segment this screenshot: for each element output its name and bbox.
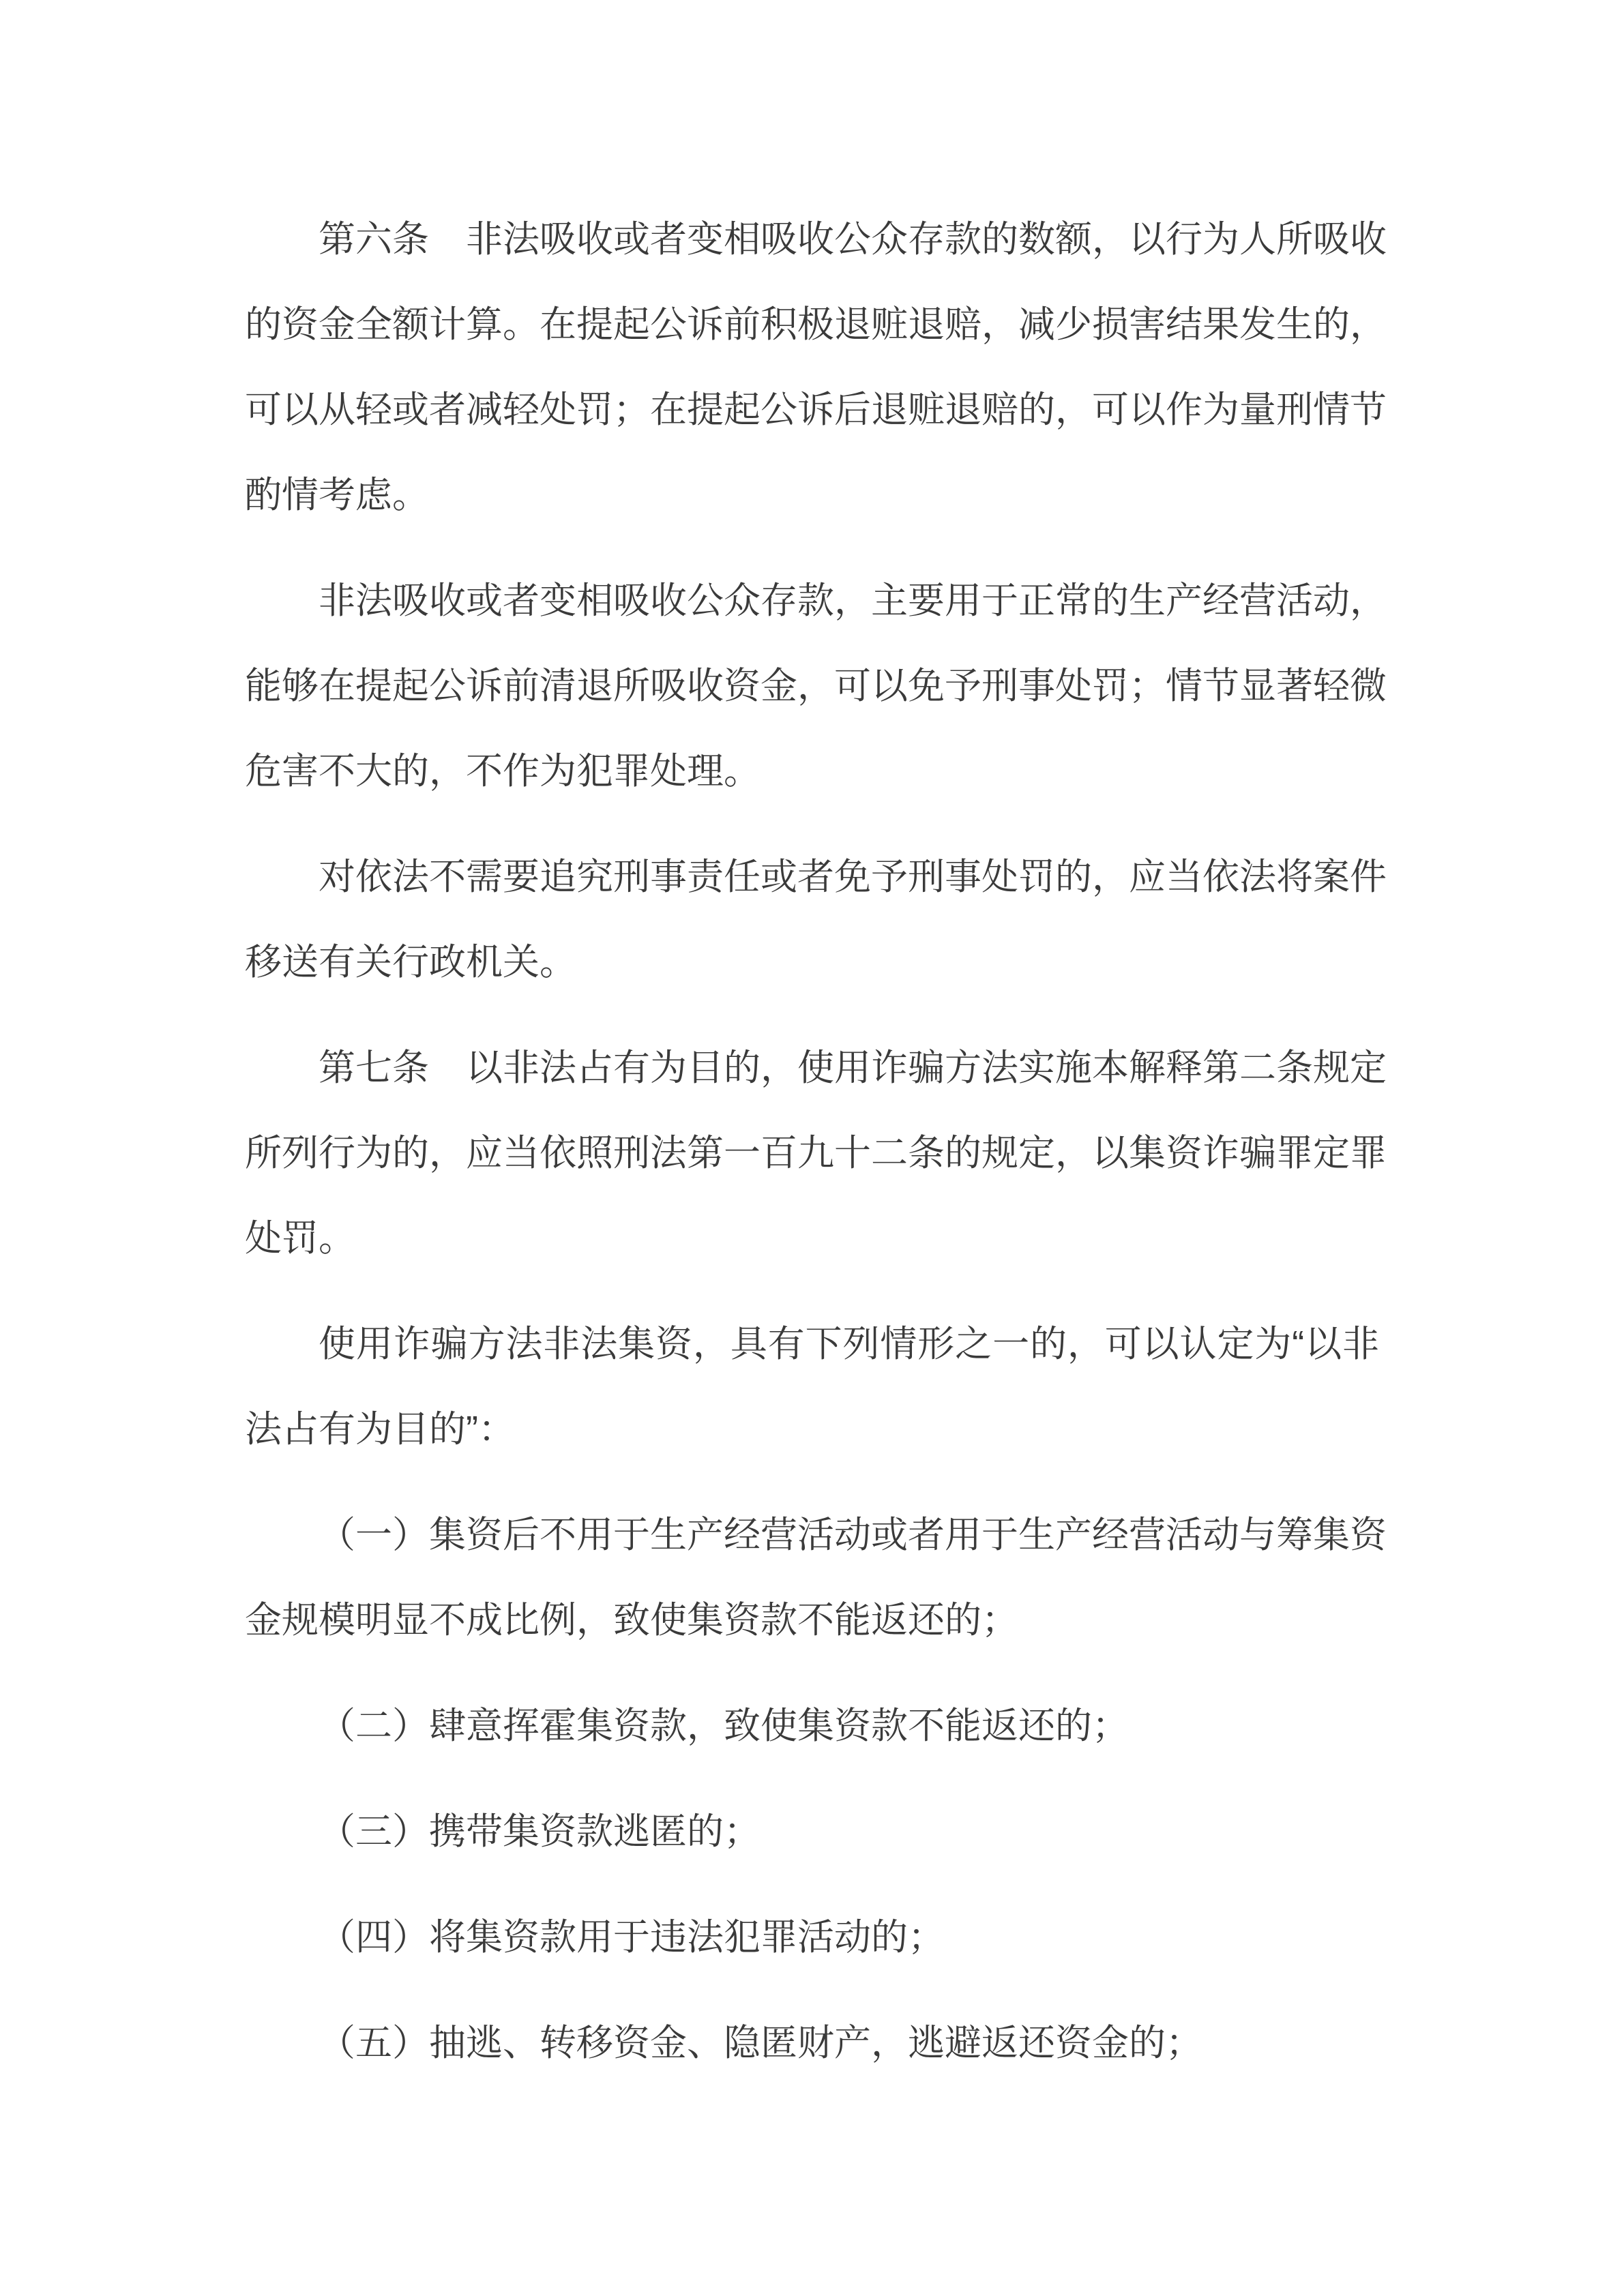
text-line: （三）携带集资款逃匿的； xyxy=(319,1811,761,1852)
paragraph-item-2 xyxy=(245,1684,1379,1769)
text-line: 第六条 非法吸收或者变相吸收公众存款的数额，以行为人所吸收 xyxy=(319,219,1387,260)
text-line: 危害不大的，不作为犯罪处理。 xyxy=(245,751,761,792)
text-line: 金规模明显不成比例，致使集资款不能返还的； xyxy=(245,1600,1018,1641)
text-line: 第七条 以非法占有为目的，使用诈骗方法实施本解释第二条规定 xyxy=(319,1047,1387,1088)
text-line: 非法吸收或者变相吸收公众存款，主要用于正常的生产经营活动， xyxy=(319,580,1387,621)
document-body-text xyxy=(245,197,1387,2106)
text-line: 对依法不需要追究刑事责任或者免予刑事处罚的，应当依法将案件 xyxy=(319,856,1387,897)
text-line: 的资金全额计算。在提起公诉前积极退赃退赔，减少损害结果发生的， xyxy=(245,304,1387,345)
paragraph-article-6-clause-2 xyxy=(245,558,1387,814)
paragraph-article-6-clause-3 xyxy=(245,835,1387,1005)
text-line: （二）肆意挥霍集资款，致使集资款不能返还的； xyxy=(319,1705,1129,1746)
text-line: 法占有为目的”： xyxy=(245,1409,515,1450)
text-line: 可以从轻或者减轻处罚；在提起公诉后退赃退赔的，可以作为量刑情节 xyxy=(245,389,1387,430)
text-line: 处罚。 xyxy=(245,1218,355,1259)
paragraph-article-7-clause-2 xyxy=(245,1302,1379,1472)
text-line: （五）抽逃、转移资金、隐匿财产，逃避返还资金的； xyxy=(319,2023,1202,2063)
paragraph-article-6 xyxy=(245,197,1387,538)
text-line: 移送有关行政机关。 xyxy=(245,942,576,983)
text-line: （一）集资后不用于生产经营活动或者用于生产经营活动与筹集资 xyxy=(319,1515,1387,1555)
text-line: 能够在提起公诉前清退所吸收资金，可以免予刑事处罚；情节显著轻微 xyxy=(245,666,1387,706)
text-line: 使用诈骗方法非法集资，具有下列情形之一的，可以认定为“以非 xyxy=(319,1324,1379,1365)
paragraph-item-3 xyxy=(245,1789,1379,1875)
paragraph-article-7 xyxy=(245,1026,1387,1281)
text-line: 所列行为的，应当依照刑法第一百九十二条的规定，以集资诈骗罪定罪 xyxy=(245,1133,1387,1174)
text-line: 酌情考虑。 xyxy=(245,475,429,516)
paragraph-item-4 xyxy=(245,1895,1379,1980)
paragraph-item-5 xyxy=(245,2001,1379,2086)
text-line: （四）将集资款用于违法犯罪活动的； xyxy=(319,1917,945,1958)
paragraph-item-1 xyxy=(245,1493,1387,1663)
